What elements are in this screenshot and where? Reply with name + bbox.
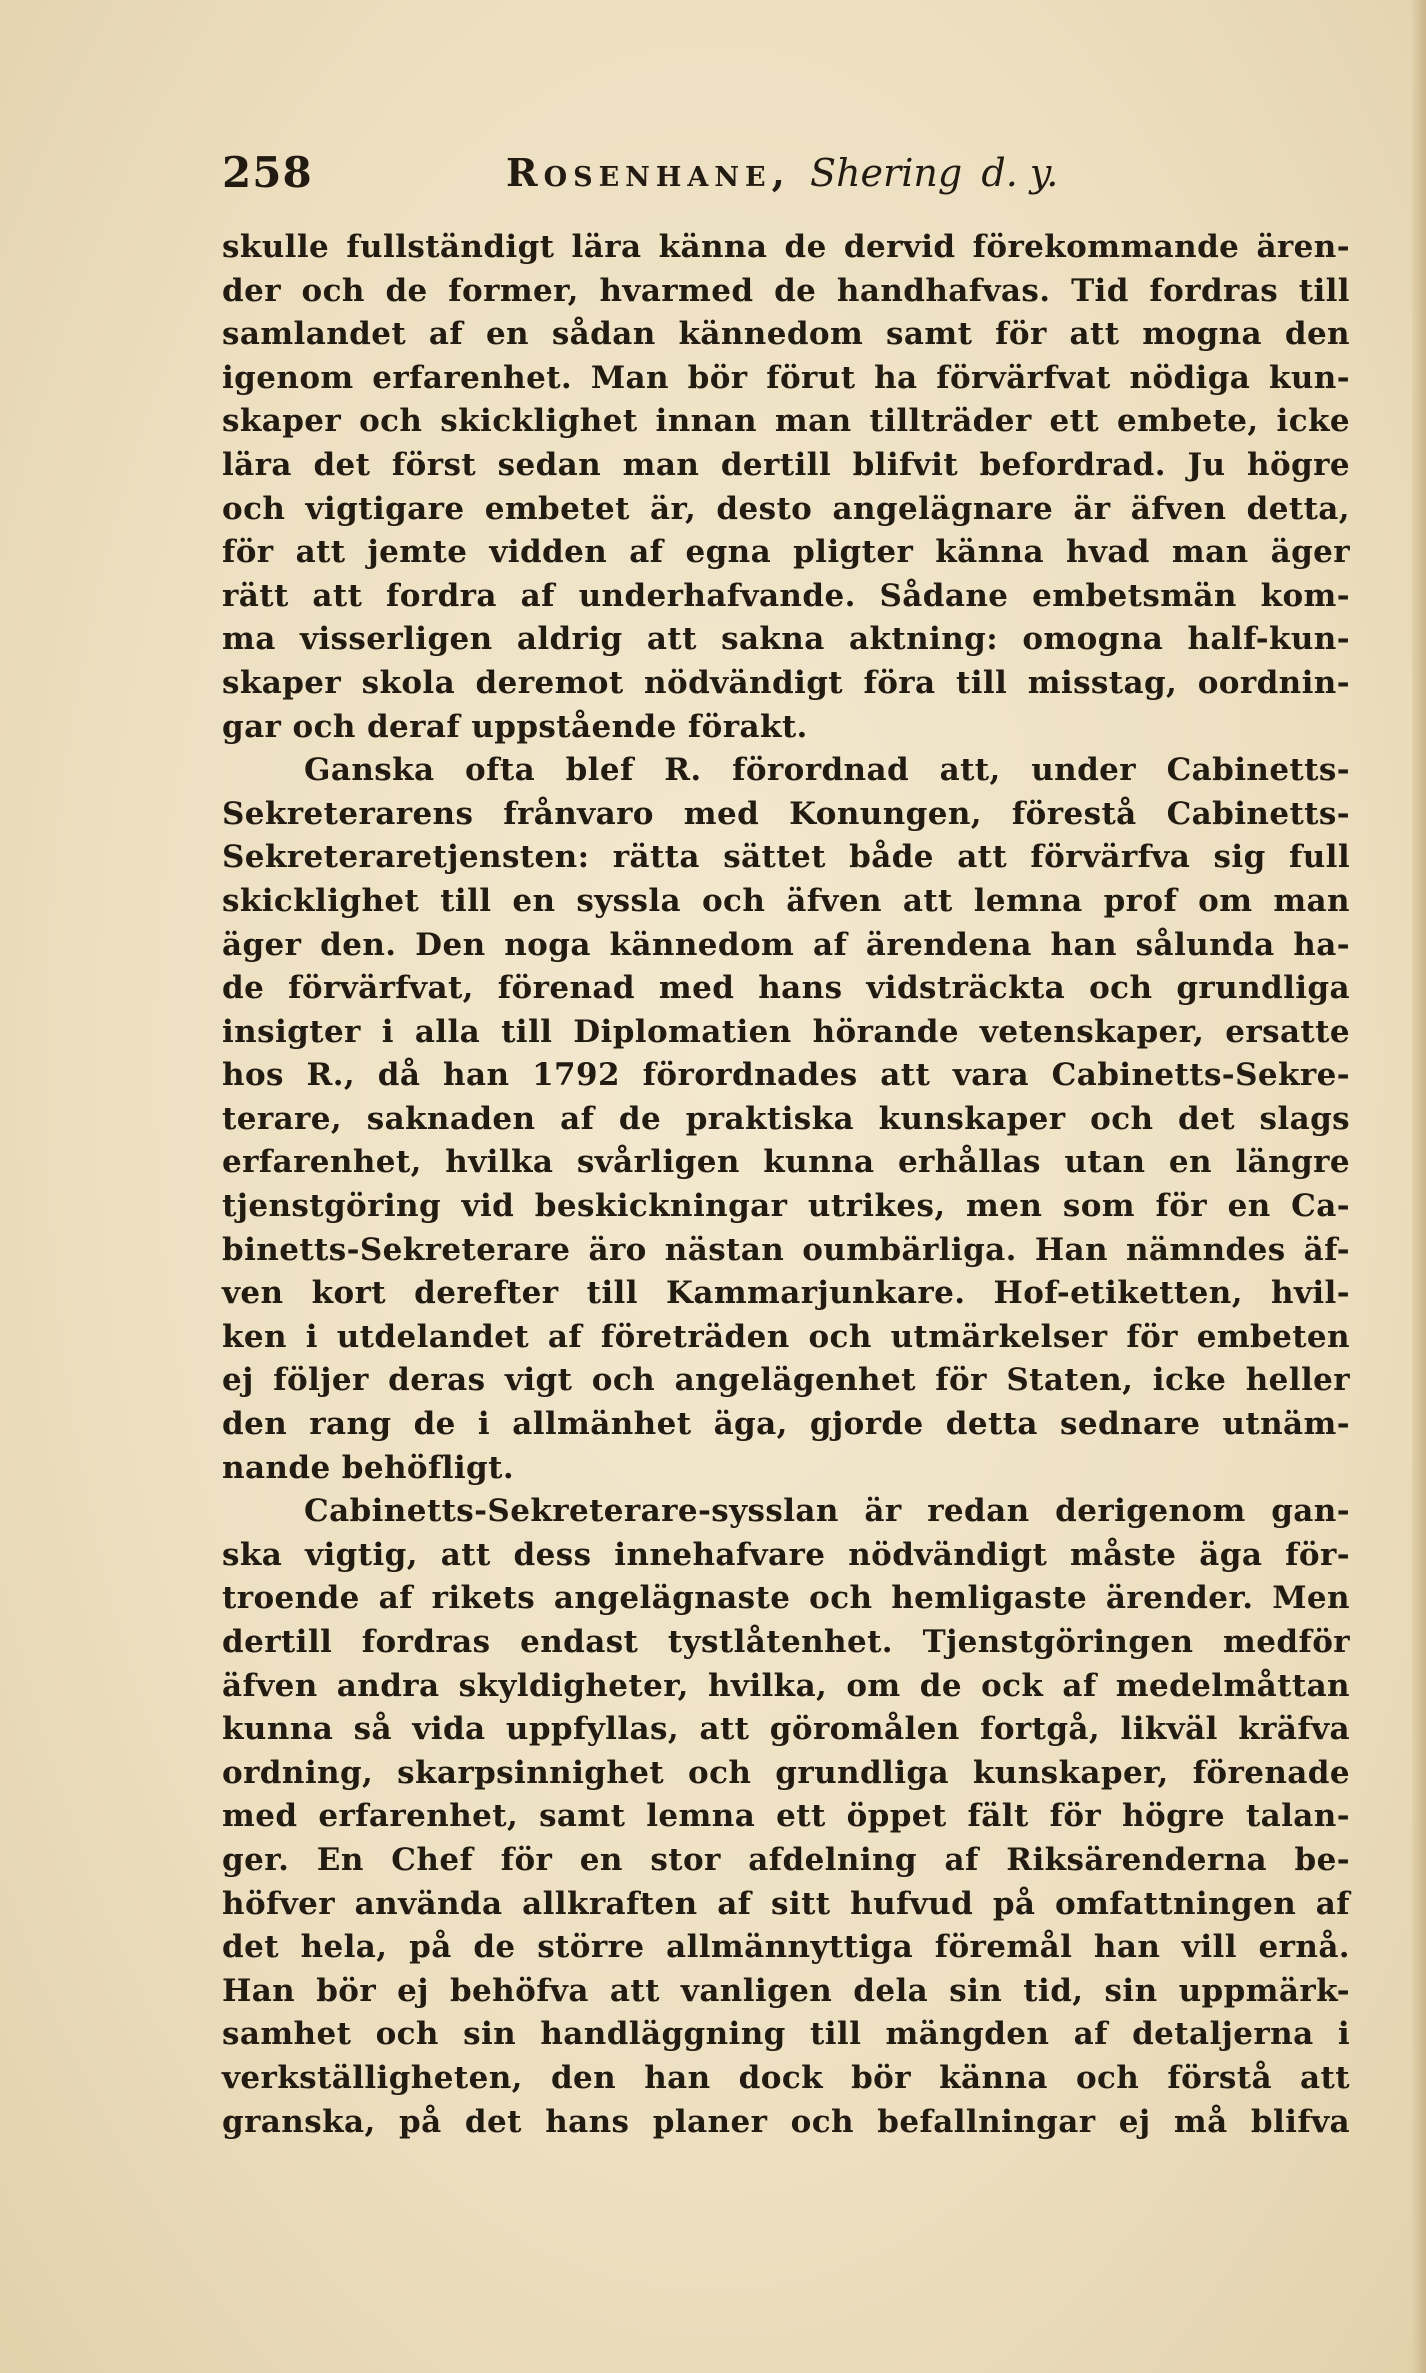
text-line: Sekreteraretjensten: rätta sättet både att förvärfva sig full bbox=[222, 839, 1350, 876]
text-line: skicklighet till en syssla och äfven att lemna prof om man bbox=[222, 882, 1350, 919]
text-line: ger. En Chef för en stor afdelning af Riksärenderna be- bbox=[222, 1841, 1350, 1878]
text-line: ska vigtig, att dess innehafvare nödvändigt måste äga för- bbox=[222, 1536, 1350, 1573]
text-line: hos R., då han 1792 förordnades att vara Cabinetts-Sekre- bbox=[222, 1057, 1350, 1094]
text-line: skaper skola deremot nödvändigt föra till misstag, oordnin- bbox=[222, 664, 1350, 701]
text-line: äger den. Den noga kännedom af ärendena han sålunda ha- bbox=[222, 926, 1350, 963]
body-text bbox=[222, 226, 1350, 2144]
running-head-name: Rosenhane, bbox=[506, 150, 791, 195]
running-head-suffix: d. y. bbox=[981, 151, 1059, 195]
text-line: troende af rikets angelägnaste och hemligaste ärender. Men bbox=[222, 1580, 1350, 1617]
text-line: terare, saknaden af de praktiska kunskaper och det slags bbox=[222, 1100, 1350, 1137]
text-line: dertill fordras endast tystlåtenhet. Tjenstgöringen medför bbox=[222, 1624, 1350, 1660]
text-line: ken i utdelandet af företräden och utmärkelser för embeten bbox=[222, 1318, 1350, 1355]
text-line: der och de former, hvarmed de handhafvas. Tid fordras till bbox=[222, 272, 1350, 309]
text-line: kunna så vida uppfyllas, att göromålen fortgå, likväl kräfva bbox=[222, 1711, 1350, 1748]
text-line: ven kort derefter till Kammarjunkare. Hof-etiketten, hvil- bbox=[222, 1275, 1350, 1312]
text-line: ordning, skarpsinnighet och grundliga kunskaper, förenade bbox=[222, 1754, 1350, 1791]
text-line: verkställigheten, den han dock bör känna och förstå att bbox=[222, 2059, 1350, 2096]
text-line: insigter i alla till Diplomatien hörande vetenskaper, ersatte bbox=[222, 1013, 1350, 1050]
text-line: erfarenhet, hvilka svårligen kunna erhållas utan en längre bbox=[222, 1144, 1350, 1181]
text-line: samhet och sin handläggning till mängden af detaljerna i bbox=[222, 2016, 1350, 2053]
text-line: ma visserligen aldrig att sakna aktning: omogna half-kun- bbox=[222, 621, 1350, 658]
paragraph-start-line: Ganska ofta blef R. förordnad att, under Cabinetts- bbox=[304, 752, 1350, 789]
paragraph-start-line: Cabinetts-Sekreterare-sysslan är redan derigenom gan- bbox=[304, 1493, 1350, 1530]
text-line: Han bör ej behöfva att vanligen dela sin tid, sin uppmärk- bbox=[222, 1972, 1350, 2009]
text-line: skulle fullständigt lära känna de dervid förekommande ären- bbox=[222, 229, 1350, 265]
text-line: Sekreterarens frånvaro med Konungen, förestå Cabinetts- bbox=[222, 795, 1350, 832]
running-head-italic: Shering bbox=[810, 151, 963, 195]
text-line: tjenstgöring vid beskickningar utrikes, men som för en Ca- bbox=[222, 1188, 1350, 1225]
text-line: ej följer deras vigt och angelägenhet för Staten, icke heller bbox=[222, 1362, 1350, 1399]
text-line: lära det först sedan man dertill blifvit befordrad. Ju högre bbox=[222, 446, 1350, 483]
text-line: de förvärfvat, förenad med hans vidsträckta och grundliga bbox=[222, 970, 1350, 1007]
text-line: höfver använda allkraften af sitt hufvud på omfattningen af bbox=[222, 1885, 1350, 1922]
text-line: samlandet af en sådan kännedom samt för att mogna den bbox=[222, 316, 1350, 353]
text-line: för att jemte vidden af egna pligter känna hvad man äger bbox=[222, 534, 1350, 571]
text-line: med erfarenhet, samt lemna ett öppet fält för högre talan- bbox=[222, 1798, 1350, 1835]
page-header bbox=[222, 148, 1222, 208]
running-head bbox=[506, 150, 1058, 195]
text-line: det hela, på de större allmännyttiga föremål han vill ernå. bbox=[222, 1929, 1350, 1966]
text-line: äfven andra skyldigheter, hvilka, om de ock af medelmåttan bbox=[222, 1667, 1350, 1704]
text-line: rätt att fordra af underhafvande. Sådane embetsmän kom- bbox=[222, 577, 1350, 614]
text-line: granska, på det hans planer och befallningar ej må blifva bbox=[222, 2103, 1350, 2140]
text-line: gar och deraf uppstående förakt. bbox=[222, 708, 808, 745]
text-line: skaper och skicklighet innan man tillträder ett embete, icke bbox=[222, 403, 1350, 440]
text-line: nande behöfligt. bbox=[222, 1449, 515, 1486]
page-edge-shadow bbox=[1412, 0, 1426, 2373]
text-line: igenom erfarenhet. Man bör förut ha förvärfvat nödiga kun- bbox=[222, 359, 1350, 396]
text-line: den rang de i allmänhet äga, gjorde detta sednare utnäm- bbox=[222, 1406, 1350, 1443]
page-number: 258 bbox=[222, 148, 313, 197]
text-line: binetts-Sekreterare äro nästan oumbärliga. Han nämndes äf- bbox=[222, 1231, 1350, 1268]
text-line: och vigtigare embetet är, desto angelägnare är äfven detta, bbox=[222, 490, 1350, 527]
